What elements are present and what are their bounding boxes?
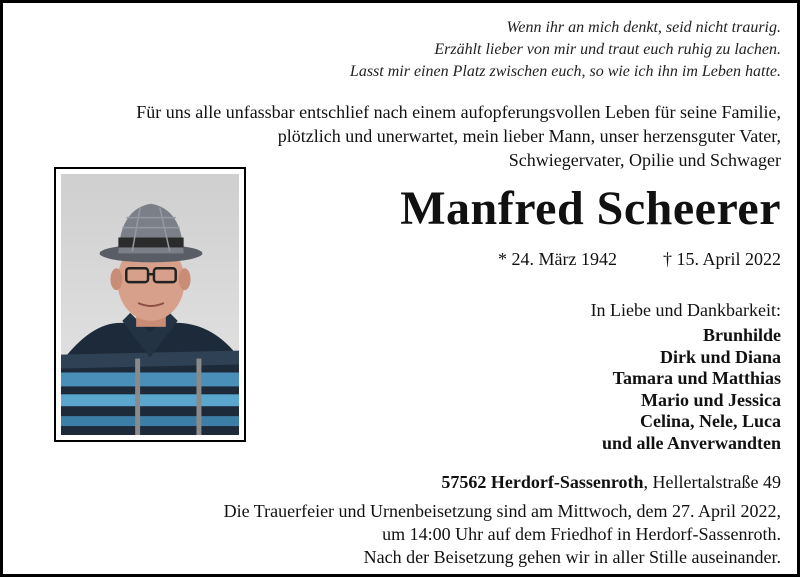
mourner: und alle Anverwandten xyxy=(601,432,781,453)
poem-line: Wenn ihr an mich denkt, seid nicht traurig. xyxy=(506,19,781,36)
death-date: † 15. April 2022 xyxy=(662,249,781,269)
address-city: 57562 Herdorf-Sassenroth xyxy=(441,472,644,492)
mourner: Tamara und Matthias xyxy=(612,368,781,388)
funeral-line: Die Trauerfeier und Urnenbeisetzung sind am Mittwoch, dem 27. April 2022, xyxy=(223,501,781,521)
funeral-line: um 14:00 Uhr auf dem Friedhof in Herdorf-Sassenroth. xyxy=(382,524,781,544)
birth-date: * 24. März 1942 xyxy=(498,249,617,269)
portrait-photo xyxy=(61,174,239,435)
mourner: Mario und Jessica xyxy=(640,389,781,410)
intro-line: Für uns alle unfassbar entschlief nach einem aufopferungsvollen Leben für seine Familie, xyxy=(136,102,781,122)
mourner: Dirk und Diana xyxy=(659,346,781,367)
funeral-info xyxy=(11,500,781,569)
intro-line: plötzlich und unerwartet, mein lieber Mann, unser herzensguter Vater, xyxy=(277,126,781,146)
thanks-line: In Liebe und Dankbarkeit: xyxy=(590,300,781,320)
poem-line: Lasst mir einen Platz zwischen euch, so wie ich ihn im Leben hatte. xyxy=(349,63,781,80)
address xyxy=(181,470,781,494)
poem xyxy=(181,17,781,83)
mourners-list xyxy=(381,325,781,454)
address-street: , Hellertalstraße 49 xyxy=(643,472,781,492)
poem-line: Erzählt lieber von mir und traut euch ruhig zu lachen. xyxy=(434,41,781,58)
mourner: Celina, Nele, Luca xyxy=(640,411,781,431)
portrait-photo-frame xyxy=(54,167,246,442)
funeral-line: Nach der Beisetzung gehen wir in aller Stille auseinander. xyxy=(363,547,781,567)
mourner: Brunhilde xyxy=(702,325,781,345)
intro-line: Schwiegervater, Opilie und Schwager xyxy=(508,150,781,170)
life-dates xyxy=(361,247,781,271)
deceased-name: Manfred Scheerer xyxy=(400,182,781,235)
intro-text xyxy=(11,100,781,172)
